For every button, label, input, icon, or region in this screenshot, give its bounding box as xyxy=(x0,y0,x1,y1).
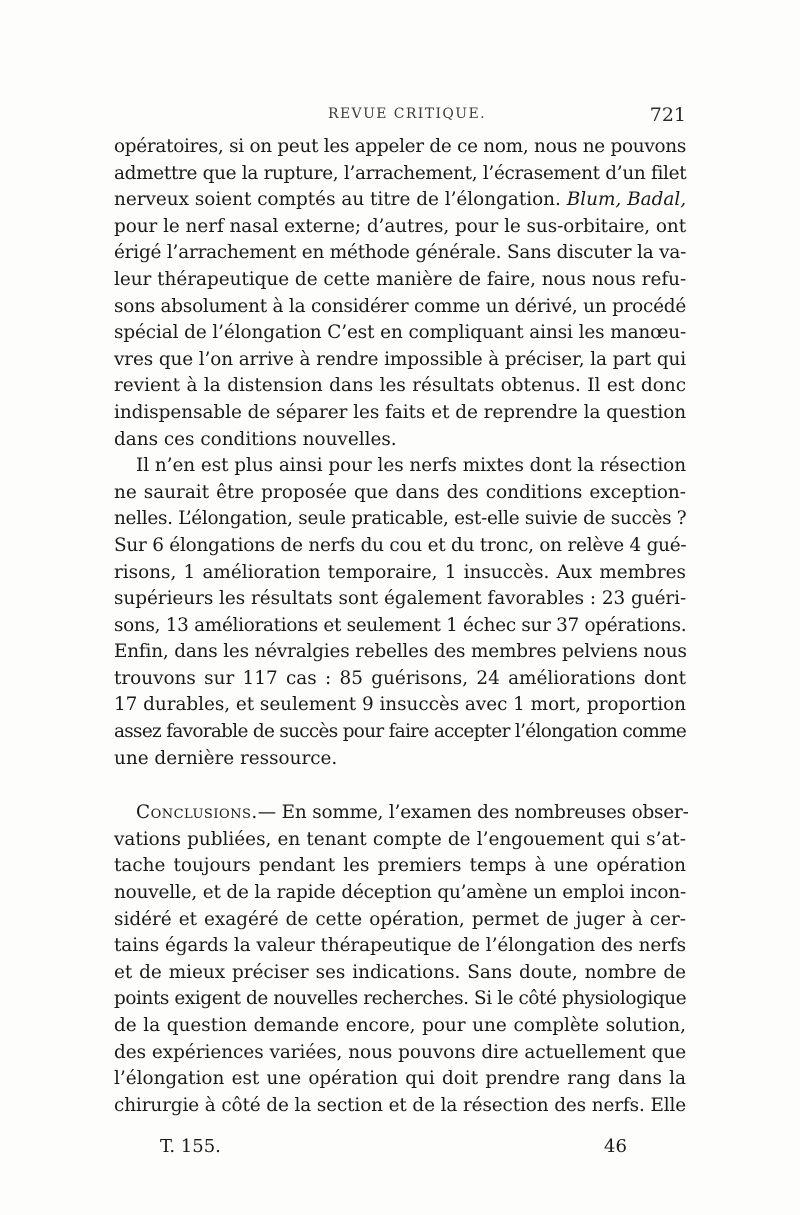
author-name: Blum, xyxy=(566,189,622,211)
text-line: spécial de l’élongation C’est en compliquant ainsi les manœu- xyxy=(114,322,687,344)
text-line: indispensable de séparer les faits et de reprendre la question xyxy=(114,401,687,423)
text-line: chirurgie à côté de la section et de la résection des nerfs. Elle xyxy=(114,1094,687,1116)
text-line: de la question demande encore, pour une complète solution, xyxy=(114,1015,686,1036)
text-line: sons, 13 améliorations et seulement 1 échec sur 37 opérations. xyxy=(114,614,687,636)
text-line: une dernière ressource. xyxy=(114,747,338,769)
text-line: Il n’en est plus ainsi pour les nerfs mixtes dont la résection xyxy=(136,455,686,477)
text-line: vres que l’on arrive à rendre impossible à préciser, la part qui xyxy=(114,348,686,370)
signature-mark: 46 xyxy=(604,1136,627,1157)
page-footer xyxy=(114,1136,686,1162)
text-line: revient à la distension dans les résultats obtenus. Il est donc xyxy=(114,375,686,397)
section-lead: Conclusions. xyxy=(136,802,258,824)
text-line: nelles. L’élongation, seule praticable, est-elle suivie de succès ? xyxy=(114,508,687,530)
text-line: ne saurait être proposée que dans des conditions exception- xyxy=(114,481,686,503)
paragraph-2 xyxy=(114,453,686,772)
paragraph-conclusions xyxy=(114,800,689,1119)
paragraph-gap xyxy=(114,772,686,800)
text-line: des expériences variées, nous pouvons dire actuellement que xyxy=(114,1041,687,1063)
running-header xyxy=(114,104,686,126)
running-title: REVUE CRITIQUE. xyxy=(328,106,486,122)
text-line: tache toujours pendant les premiers temps à une opération xyxy=(114,855,686,877)
text-line xyxy=(114,800,689,827)
text-line: risons, 1 amélioration temporaire, 1 insuccès. Aux membres xyxy=(114,561,686,583)
text-line: leur thérapeutique de cette manière de faire, nous nous refu- xyxy=(114,268,687,290)
author-name: Badal, xyxy=(627,189,687,211)
page-number: 721 xyxy=(649,104,686,126)
text-line: 17 durables, et seulement 9 insuccès avec 1 mort, proportion xyxy=(114,694,686,716)
text-run: — En somme, l’examen des nombreuses obser- xyxy=(257,802,689,824)
text-line: Enfin, dans les névralgies rebelles des membres pelviens nous xyxy=(114,641,687,663)
text-line: admettre que la rupture, l’arrachement, l’écrasement d’un filet xyxy=(114,162,687,184)
text-line: l’élongation est une opération qui doit prendre rang dans la xyxy=(114,1068,686,1090)
text-line: trouvons sur 117 cas : 85 guérisons, 24 améliorations dont xyxy=(114,667,686,689)
text-line xyxy=(114,187,686,214)
text-line: sons absolument à la considérer comme un dérivé, un procédé xyxy=(114,295,686,317)
volume-mark: T. 155. xyxy=(160,1136,221,1157)
text-line: tains égards la valeur thérapeutique de l’élongation des nerfs xyxy=(114,935,686,957)
text-line: opératoires, si on peut les appeler de ce nom, nous ne pouvons xyxy=(114,136,686,157)
text-line: érigé l’arrachement en méthode générale. Sans discuter la va- xyxy=(114,242,687,264)
text-line: nouvelle, et de la rapide déception qu’amène un emploi incon- xyxy=(114,882,687,904)
text-line: pour le nerf nasal externe; d’autres, pour le sus-orbitaire, ont xyxy=(114,215,687,237)
text-line: assez favorable de succès pour faire accepter l’élongation comme xyxy=(114,721,687,743)
text-line: supérieurs les résultats sont également favorables : 23 guéri- xyxy=(114,588,687,610)
text-line: Sur 6 élongations de nerfs du cou et du tronc, on relève 4 gué- xyxy=(114,534,687,556)
text-line: et de mieux préciser ses indications. Sans doute, nombre de xyxy=(114,961,686,983)
paragraph-1 xyxy=(114,134,686,453)
text-line: dans ces conditions nouvelles. xyxy=(114,428,397,450)
text-line: points exigent de nouvelles recherches. Si le côté physiologique xyxy=(114,988,687,1010)
text-run: nerveux soient comptés au titre de l’élongation. xyxy=(114,189,561,211)
text-line: vations publiées, en tenant compte de l’engouement qui s’at- xyxy=(114,828,686,850)
body-text xyxy=(114,134,689,1119)
text-line: sidéré et exagéré de cette opération, permet de juger à cer- xyxy=(114,908,686,930)
